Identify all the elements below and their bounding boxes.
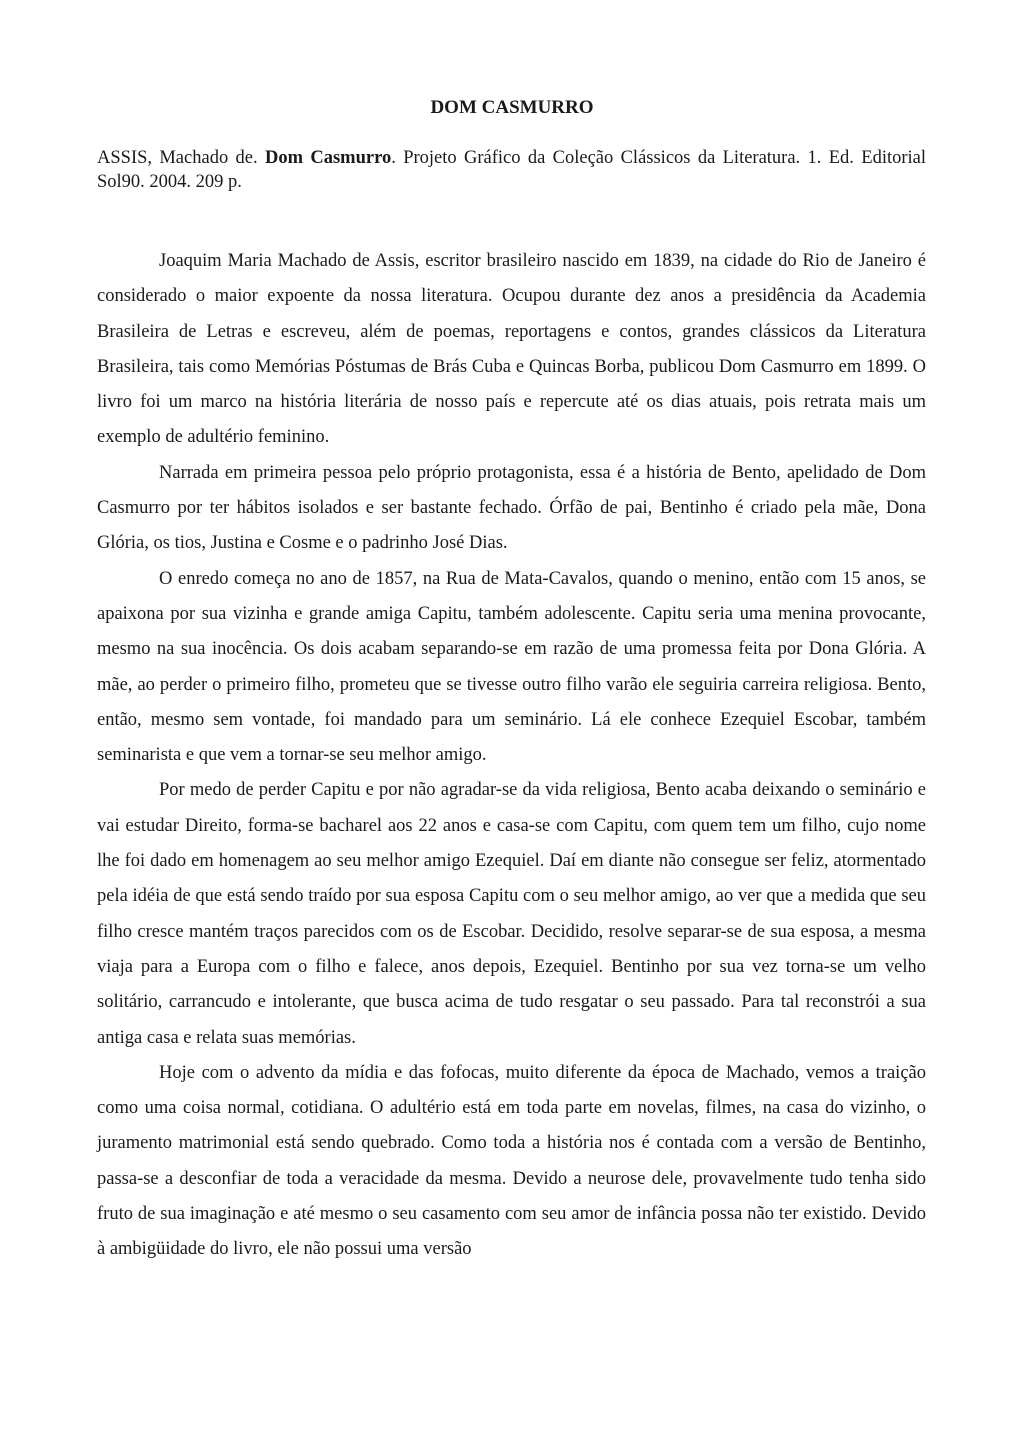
paragraph-plot-start: O enredo começa no ano de 1857, na Rua de Mata-Cavalos, quando o menino, então com 15 anos, se apaixona por sua vizinha e grande amiga Capitu, também adolescente. Capitu seria uma menina provocante, mesmo na sua inocência. Os dois acabam separando-se em razão de uma promessa feita por Dona Glória. A mãe, ao perder o primeiro filho, prometeu que se tivesse outro filho varão ele seguiria carreira religiosa. Bento, então, mesmo sem vontade, foi mandado para um seminário. Lá ele conhece Ezequiel Escobar, também seminarista e que vem a tornar-se seu melhor amigo. — [97, 568, 926, 766]
paragraph-plot-development: Por medo de perder Capitu e por não agradar-se da vida religiosa, Bento acaba deixando o seminário e vai estudar Direito, forma-se bacharel aos 22 anos e casa-se com Capitu, com quem tem um filho, cujo nome lhe foi dado em homenagem ao seu melhor amigo Ezequiel. Daí em diante não consegue ser feliz, atormentado pela idéia de que está sendo traído por sua esposa Capitu com o seu melhor amigo, ao ver que a medida que seu filho cresce mantém traços parecidos com os de Escobar. Decidido, resolve separar-se de sua esposa, a mesma viaja para a Europa com o filho e falece, anos depois, Ezequiel. Bentinho por sua vez torna-se um velho solitário, carrancudo e intolerante, que busca acima de tudo resgatar o seu passado. Para tal reconstrói a sua antiga casa e relata suas memórias. — [97, 780, 926, 1048]
bibliographic-reference — [97, 146, 926, 194]
reference-author: ASSIS, Machado de. — [97, 148, 258, 168]
document-title: DOM CASMURRO — [430, 97, 594, 118]
review-body — [97, 244, 926, 1268]
paragraph-narrator: Narrada em primeira pessoa pelo próprio protagonista, essa é a história de Bento, apelidado de Dom Casmurro por ter hábitos isolados e ser bastante fechado. Órfão de pai, Bentinho é criado pela mãe, Dona Glória, os tios, Justina e Cosme e o padrinho José Dias. — [97, 462, 926, 554]
paragraph-analysis: Hoje com o advento da mídia e das fofocas, muito diferente da época de Machado, vemos a traição como uma coisa normal, cotidiana. O adultério está em toda parte em novelas, filmes, na casa do vizinho, o juramento matrimonial está sendo quebrado. Como toda a história nos é contada com a versão de Bentinho, passa-se a desconfiar de toda a veracidade da mesma. Devido a neurose dele, provavelmente tudo tenha sido fruto de sua imaginação e até mesmo o seu casamento com seu amor de infância possa não ter existido. Devido à ambigüidade do livro, ele não possui uma versão — [97, 1062, 926, 1260]
reference-book-title: Dom Casmurro — [265, 148, 392, 168]
reference-details: . Projeto Gráfico da Coleção Clássicos da Literatura. 1. Ed. Editorial Sol90. 2004. 209 p. — [97, 148, 927, 192]
paragraph-author-bio: Joaquim Maria Machado de Assis, escritor brasileiro nascido em 1839, na cidade do Rio de Janeiro é considerado o maior expoente da nossa literatura. Ocupou durante dez anos a presidência da Academia Brasileira de Letras e escreveu, além de poemas, reportagens e contos, grandes clássicos da Literatura Brasileira, tais como Memórias Póstumas de Brás Cuba e Quincas Borba, publicou Dom Casmurro em 1899. O livro foi um marco na história literária de nosso país e repercute até os dias atuais, pois retrata mais um exemplo de adultério feminino. — [97, 251, 926, 448]
